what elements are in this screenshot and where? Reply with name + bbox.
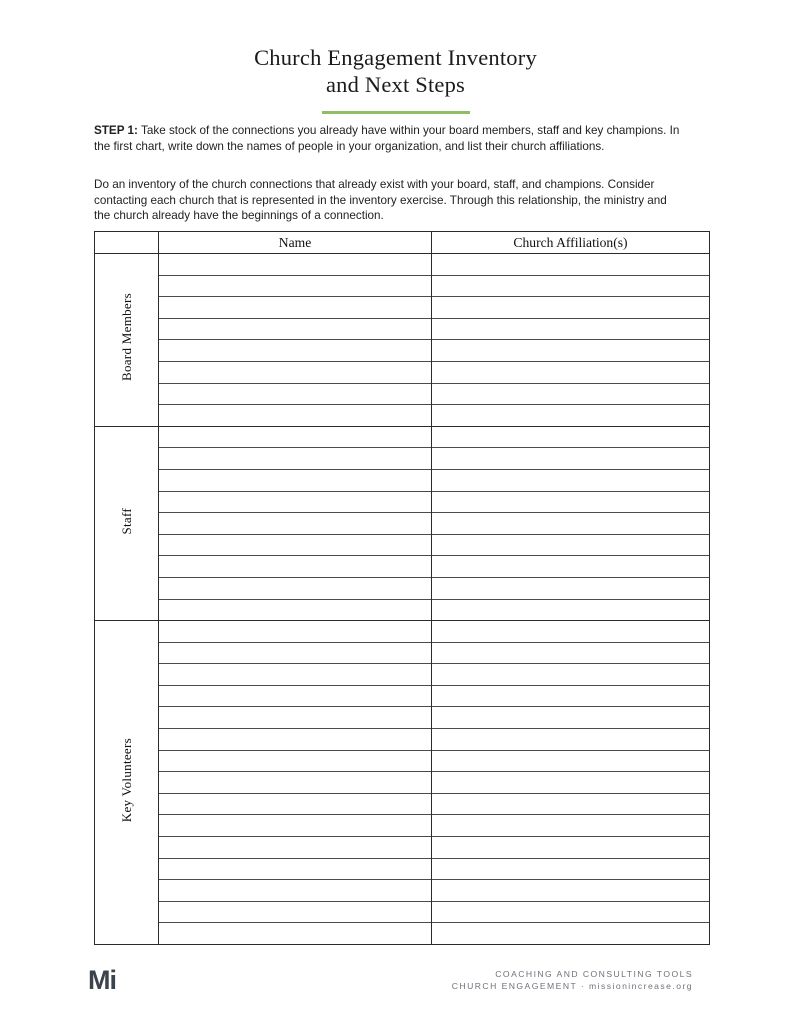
- table-header-row: [95, 232, 710, 254]
- name-entry-cell[interactable]: [159, 858, 432, 880]
- name-entry-cell[interactable]: [159, 556, 432, 578]
- table-row: [95, 815, 710, 837]
- table-row: [95, 707, 710, 729]
- name-entry-cell[interactable]: [159, 599, 432, 621]
- name-entry-cell[interactable]: [159, 491, 432, 513]
- group-label-cell: [95, 426, 159, 620]
- table-row: [95, 577, 710, 599]
- affiliation-entry-cell[interactable]: [432, 534, 710, 556]
- table-header-name: Name: [159, 232, 432, 254]
- footer-line-1: COACHING AND CONSULTING TOOLS: [495, 969, 693, 979]
- table-row: [95, 448, 710, 470]
- name-entry-cell[interactable]: [159, 426, 432, 448]
- name-entry-cell[interactable]: [159, 880, 432, 902]
- table-body: [95, 254, 710, 945]
- name-entry-cell[interactable]: [159, 469, 432, 491]
- affiliation-entry-cell[interactable]: [432, 685, 710, 707]
- affiliation-entry-cell[interactable]: [432, 793, 710, 815]
- table-header-corner: [95, 232, 159, 254]
- group-label-text: Board Members: [118, 293, 134, 382]
- table-row: [95, 513, 710, 535]
- table-row: [95, 556, 710, 578]
- name-entry-cell[interactable]: [159, 383, 432, 405]
- table-row: [95, 426, 710, 448]
- title-line-2: and Next Steps: [325, 72, 466, 97]
- table-row: [95, 621, 710, 643]
- name-entry-cell[interactable]: [159, 448, 432, 470]
- group-label-text: Key Volunteers: [118, 737, 134, 823]
- name-entry-cell[interactable]: [159, 297, 432, 319]
- affiliation-entry-cell[interactable]: [432, 426, 710, 448]
- affiliation-entry-cell[interactable]: [432, 901, 710, 923]
- church-inventory-table: [94, 231, 710, 945]
- name-entry-cell[interactable]: [159, 513, 432, 535]
- table-row: [95, 254, 710, 276]
- affiliation-entry-cell[interactable]: [432, 448, 710, 470]
- title-accent-rule: [322, 111, 470, 114]
- name-entry-cell[interactable]: [159, 318, 432, 340]
- table-row: [95, 405, 710, 427]
- table-row: [95, 642, 710, 664]
- name-entry-cell[interactable]: [159, 923, 432, 945]
- affiliation-entry-cell[interactable]: [432, 772, 710, 794]
- affiliation-entry-cell[interactable]: [432, 599, 710, 621]
- group-label-text: Staff: [118, 507, 134, 535]
- affiliation-entry-cell[interactable]: [432, 469, 710, 491]
- affiliation-entry-cell[interactable]: [432, 815, 710, 837]
- name-entry-cell[interactable]: [159, 793, 432, 815]
- name-entry-cell[interactable]: [159, 901, 432, 923]
- table-row: [95, 275, 710, 297]
- footer-text-block: [452, 968, 693, 993]
- mission-increase-logo: Mi: [88, 965, 116, 995]
- name-entry-cell[interactable]: [159, 837, 432, 859]
- table-row: [95, 664, 710, 686]
- footer-line-2: CHURCH ENGAGEMENT · missionincrease.org: [451, 981, 693, 992]
- inventory-instructions-paragraph: Do an inventory of the church connections that already exist with your board, staff, and champions. Consider contacting each church that is represented in the inventory exercise. Through this relationship, the ministry and the church already have the beginnings of a connection.: [94, 178, 667, 223]
- name-entry-cell[interactable]: [159, 707, 432, 729]
- title-line-1: Church Engagement Inventory: [254, 45, 537, 70]
- table-row: [95, 491, 710, 513]
- affiliation-entry-cell[interactable]: [432, 383, 710, 405]
- affiliation-entry-cell[interactable]: [432, 361, 710, 383]
- affiliation-entry-cell[interactable]: [432, 707, 710, 729]
- table-row: [95, 750, 710, 772]
- table-row: [95, 923, 710, 945]
- affiliation-entry-cell[interactable]: [432, 254, 710, 276]
- table-row: [95, 318, 710, 340]
- affiliation-entry-cell[interactable]: [432, 729, 710, 751]
- name-entry-cell[interactable]: [159, 577, 432, 599]
- affiliation-entry-cell[interactable]: [432, 858, 710, 880]
- name-entry-cell[interactable]: [159, 664, 432, 686]
- table-row: [95, 772, 710, 794]
- affiliation-entry-cell[interactable]: [432, 577, 710, 599]
- affiliation-entry-cell[interactable]: [432, 491, 710, 513]
- affiliation-entry-cell[interactable]: [432, 297, 710, 319]
- affiliation-entry-cell[interactable]: [432, 340, 710, 362]
- name-entry-cell[interactable]: [159, 642, 432, 664]
- table-row: [95, 729, 710, 751]
- affiliation-entry-cell[interactable]: [432, 750, 710, 772]
- table-row: [95, 383, 710, 405]
- affiliation-entry-cell[interactable]: [432, 837, 710, 859]
- table-row: [95, 880, 710, 902]
- affiliation-entry-cell[interactable]: [432, 513, 710, 535]
- name-entry-cell[interactable]: [159, 685, 432, 707]
- table-row: [95, 837, 710, 859]
- step-1-label: STEP 1:: [94, 124, 138, 137]
- name-entry-cell[interactable]: [159, 275, 432, 297]
- table-row: [95, 340, 710, 362]
- name-entry-cell[interactable]: [159, 340, 432, 362]
- affiliation-entry-cell[interactable]: [432, 664, 710, 686]
- name-entry-cell[interactable]: [159, 254, 432, 276]
- step-1-paragraph: [94, 123, 684, 154]
- page-footer: [0, 962, 791, 1010]
- table-row: [95, 361, 710, 383]
- table-row: [95, 297, 710, 319]
- table-row: [95, 469, 710, 491]
- name-entry-cell[interactable]: [159, 815, 432, 837]
- affiliation-entry-cell[interactable]: [432, 880, 710, 902]
- group-label-cell: [95, 621, 159, 945]
- table-row: [95, 858, 710, 880]
- table-row: [95, 534, 710, 556]
- name-entry-cell[interactable]: [159, 621, 432, 643]
- affiliation-entry-cell[interactable]: [432, 318, 710, 340]
- affiliation-entry-cell[interactable]: [432, 556, 710, 578]
- table-header-affiliation: Church Affiliation(s): [432, 232, 710, 254]
- name-entry-cell[interactable]: [159, 750, 432, 772]
- name-entry-cell[interactable]: [159, 405, 432, 427]
- table-row: [95, 793, 710, 815]
- table-row: [95, 901, 710, 923]
- page-title: [0, 44, 791, 114]
- affiliation-entry-cell[interactable]: [432, 405, 710, 427]
- name-entry-cell[interactable]: [159, 534, 432, 556]
- group-label-cell: [95, 254, 159, 427]
- affiliation-entry-cell[interactable]: [432, 621, 710, 643]
- name-entry-cell[interactable]: [159, 361, 432, 383]
- affiliation-entry-cell[interactable]: [432, 275, 710, 297]
- name-entry-cell[interactable]: [159, 729, 432, 751]
- affiliation-entry-cell[interactable]: [432, 642, 710, 664]
- table-row: [95, 685, 710, 707]
- table-row: [95, 599, 710, 621]
- affiliation-entry-cell[interactable]: [432, 923, 710, 945]
- step-1-body: Take stock of the connections you already have within your board members, staff and key champions. In the first chart, write down the names of people in your organization, and list their church affiliations.: [94, 124, 680, 153]
- name-entry-cell[interactable]: [159, 772, 432, 794]
